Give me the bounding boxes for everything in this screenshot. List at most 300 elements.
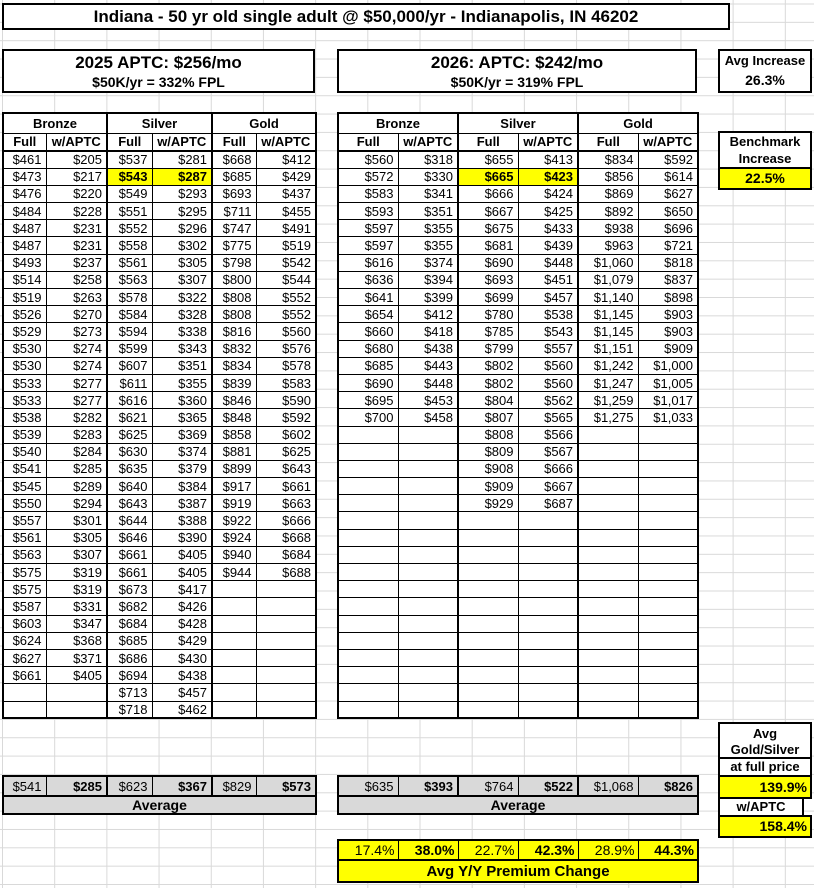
- price-cell[interactable]: $399: [398, 289, 458, 306]
- average-cell[interactable]: $826: [638, 776, 698, 796]
- price-cell[interactable]: $394: [398, 271, 458, 288]
- pct-change-cell[interactable]: 42.3%: [518, 840, 578, 860]
- average-cell[interactable]: $573: [256, 776, 316, 796]
- price-cell[interactable]: $1,060: [578, 254, 638, 271]
- price-cell[interactable]: $322: [152, 289, 212, 306]
- price-cell[interactable]: [638, 529, 698, 546]
- price-cell[interactable]: $908: [458, 460, 518, 477]
- price-cell[interactable]: $433: [518, 220, 578, 237]
- price-cell[interactable]: [3, 701, 46, 718]
- price-cell[interactable]: $543: [107, 168, 152, 185]
- price-cell[interactable]: $575: [3, 564, 46, 581]
- avg-gold-silver-header[interactable]: [718, 722, 812, 759]
- price-cell[interactable]: $473: [3, 168, 46, 185]
- price-cell[interactable]: [458, 667, 518, 684]
- price-cell[interactable]: [458, 632, 518, 649]
- price-cell[interactable]: $903: [638, 306, 698, 323]
- price-cell[interactable]: $550: [3, 495, 46, 512]
- price-cell[interactable]: $785: [458, 323, 518, 340]
- price-cell[interactable]: $461: [3, 151, 46, 168]
- price-cell[interactable]: [578, 495, 638, 512]
- price-cell[interactable]: $688: [256, 564, 316, 581]
- price-cell[interactable]: $301: [46, 512, 107, 529]
- price-cell[interactable]: $572: [338, 168, 398, 185]
- price-cell[interactable]: $351: [152, 357, 212, 374]
- price-cell[interactable]: [578, 529, 638, 546]
- price-cell[interactable]: $775: [212, 237, 256, 254]
- price-cell[interactable]: [638, 443, 698, 460]
- price-cell[interactable]: $711: [212, 203, 256, 220]
- price-cell[interactable]: [638, 564, 698, 581]
- price-cell[interactable]: [518, 529, 578, 546]
- price-cell[interactable]: $627: [638, 185, 698, 202]
- price-cell[interactable]: [212, 581, 256, 598]
- price-cell[interactable]: $368: [46, 632, 107, 649]
- full-price-label[interactable]: at full price: [718, 757, 812, 777]
- price-cell[interactable]: $846: [212, 392, 256, 409]
- price-cell[interactable]: $455: [256, 203, 316, 220]
- aptc-2025-box[interactable]: [2, 49, 315, 93]
- price-cell[interactable]: $802: [458, 357, 518, 374]
- price-cell[interactable]: [338, 546, 398, 563]
- price-cell[interactable]: [638, 632, 698, 649]
- price-cell[interactable]: $263: [46, 289, 107, 306]
- price-cell[interactable]: $578: [256, 357, 316, 374]
- price-cell[interactable]: $621: [107, 409, 152, 426]
- price-cell[interactable]: $405: [152, 564, 212, 581]
- price-cell[interactable]: $1,033: [638, 409, 698, 426]
- price-cell[interactable]: $938: [578, 220, 638, 237]
- price-cell[interactable]: [46, 684, 107, 701]
- price-cell[interactable]: $530: [3, 357, 46, 374]
- price-cell[interactable]: $277: [46, 392, 107, 409]
- price-cell[interactable]: $560: [518, 357, 578, 374]
- price-cell[interactable]: $593: [338, 203, 398, 220]
- price-cell[interactable]: $630: [107, 443, 152, 460]
- price-cell[interactable]: $597: [338, 220, 398, 237]
- price-cell[interactable]: [578, 426, 638, 443]
- price-cell[interactable]: $808: [458, 426, 518, 443]
- price-cell[interactable]: [518, 581, 578, 598]
- price-cell[interactable]: [638, 598, 698, 615]
- pct-change-cell[interactable]: 17.4%: [338, 840, 398, 860]
- price-cell[interactable]: [458, 581, 518, 598]
- price-cell[interactable]: $552: [107, 220, 152, 237]
- price-cell[interactable]: $837: [638, 271, 698, 288]
- price-cell[interactable]: $1,242: [578, 357, 638, 374]
- price-cell[interactable]: $898: [638, 289, 698, 306]
- price-cell[interactable]: $1,005: [638, 374, 698, 391]
- price-cell[interactable]: $693: [458, 271, 518, 288]
- price-cell[interactable]: $563: [107, 271, 152, 288]
- price-cell[interactable]: $807: [458, 409, 518, 426]
- price-cell[interactable]: $655: [458, 151, 518, 168]
- price-cell[interactable]: $281: [152, 151, 212, 168]
- price-cell[interactable]: $643: [107, 495, 152, 512]
- price-cell[interactable]: $1,145: [578, 306, 638, 323]
- price-cell[interactable]: [338, 529, 398, 546]
- price-cell[interactable]: $667: [458, 203, 518, 220]
- price-cell[interactable]: $919: [212, 495, 256, 512]
- price-cell[interactable]: [256, 649, 316, 666]
- price-cell[interactable]: [338, 615, 398, 632]
- average-cell[interactable]: $522: [518, 776, 578, 796]
- column-header[interactable]: w/APTC: [46, 133, 107, 151]
- price-cell[interactable]: $636: [338, 271, 398, 288]
- price-cell[interactable]: [638, 512, 698, 529]
- price-cell[interactable]: $560: [256, 323, 316, 340]
- price-cell[interactable]: $627: [3, 649, 46, 666]
- price-cell[interactable]: $328: [152, 306, 212, 323]
- price-cell[interactable]: [338, 598, 398, 615]
- price-cell[interactable]: $331: [46, 598, 107, 615]
- price-cell[interactable]: $558: [107, 237, 152, 254]
- price-cell[interactable]: $666: [458, 185, 518, 202]
- price-cell[interactable]: $557: [518, 340, 578, 357]
- price-cell[interactable]: [458, 529, 518, 546]
- price-cell[interactable]: $545: [3, 478, 46, 495]
- price-cell[interactable]: $1,259: [578, 392, 638, 409]
- price-cell[interactable]: $318: [398, 151, 458, 168]
- price-cell[interactable]: $529: [3, 323, 46, 340]
- price-cell[interactable]: $426: [152, 598, 212, 615]
- price-cell[interactable]: $696: [638, 220, 698, 237]
- price-cell[interactable]: [338, 512, 398, 529]
- price-cell[interactable]: $561: [107, 254, 152, 271]
- price-cell[interactable]: $519: [256, 237, 316, 254]
- price-cell[interactable]: [398, 512, 458, 529]
- price-cell[interactable]: $584: [107, 306, 152, 323]
- price-cell[interactable]: [638, 581, 698, 598]
- price-cell[interactable]: $869: [578, 185, 638, 202]
- price-cell[interactable]: $457: [518, 289, 578, 306]
- price-cell[interactable]: $616: [338, 254, 398, 271]
- price-cell[interactable]: [458, 701, 518, 718]
- price-cell[interactable]: [638, 478, 698, 495]
- price-cell[interactable]: $816: [212, 323, 256, 340]
- average-cell[interactable]: $623: [107, 776, 152, 796]
- price-cell[interactable]: [256, 701, 316, 718]
- column-header[interactable]: Full: [212, 133, 256, 151]
- price-cell[interactable]: [518, 512, 578, 529]
- price-cell[interactable]: $540: [3, 443, 46, 460]
- price-cell[interactable]: $802: [458, 374, 518, 391]
- price-cell[interactable]: $681: [458, 237, 518, 254]
- price-cell[interactable]: [338, 649, 398, 666]
- price-cell[interactable]: $685: [338, 357, 398, 374]
- price-cell[interactable]: $462: [152, 701, 212, 718]
- average-cell[interactable]: $393: [398, 776, 458, 796]
- price-cell[interactable]: $423: [518, 168, 578, 185]
- price-cell[interactable]: $687: [518, 495, 578, 512]
- full-price-value[interactable]: 139.9%: [718, 775, 812, 799]
- column-header[interactable]: w/APTC: [518, 133, 578, 151]
- price-cell[interactable]: $602: [256, 426, 316, 443]
- price-cell[interactable]: [638, 684, 698, 701]
- price-cell[interactable]: $1,079: [578, 271, 638, 288]
- price-cell[interactable]: $425: [518, 203, 578, 220]
- price-cell[interactable]: [578, 546, 638, 563]
- price-cell[interactable]: [638, 701, 698, 718]
- price-cell[interactable]: $302: [152, 237, 212, 254]
- price-cell[interactable]: $448: [518, 254, 578, 271]
- price-cell[interactable]: [46, 701, 107, 718]
- price-cell[interactable]: $217: [46, 168, 107, 185]
- price-cell[interactable]: $429: [256, 168, 316, 185]
- price-cell[interactable]: $832: [212, 340, 256, 357]
- price-cell[interactable]: $205: [46, 151, 107, 168]
- price-cell[interactable]: $566: [518, 426, 578, 443]
- price-cell[interactable]: $307: [46, 546, 107, 563]
- price-cell[interactable]: $287: [152, 168, 212, 185]
- price-cell[interactable]: $818: [638, 254, 698, 271]
- price-cell[interactable]: $690: [458, 254, 518, 271]
- price-cell[interactable]: $650: [638, 203, 698, 220]
- price-cell[interactable]: $387: [152, 495, 212, 512]
- column-header[interactable]: Full: [107, 133, 152, 151]
- price-cell[interactable]: $562: [518, 392, 578, 409]
- price-cell[interactable]: $439: [518, 237, 578, 254]
- price-cell[interactable]: $834: [212, 357, 256, 374]
- price-cell[interactable]: $424: [518, 185, 578, 202]
- price-cell[interactable]: [338, 581, 398, 598]
- price-cell[interactable]: $305: [46, 529, 107, 546]
- price-cell[interactable]: [398, 564, 458, 581]
- price-cell[interactable]: [518, 564, 578, 581]
- column-header[interactable]: w/APTC: [398, 133, 458, 151]
- price-cell[interactable]: $530: [3, 340, 46, 357]
- price-cell[interactable]: [398, 615, 458, 632]
- price-cell[interactable]: $694: [107, 667, 152, 684]
- price-cell[interactable]: [256, 598, 316, 615]
- price-cell[interactable]: [212, 701, 256, 718]
- price-cell[interactable]: [638, 460, 698, 477]
- price-cell[interactable]: $283: [46, 426, 107, 443]
- price-cell[interactable]: [518, 546, 578, 563]
- price-cell[interactable]: $537: [107, 151, 152, 168]
- pct-change-cell[interactable]: 44.3%: [638, 840, 698, 860]
- average-cell[interactable]: $635: [338, 776, 398, 796]
- price-cell[interactable]: [518, 649, 578, 666]
- price-cell[interactable]: $448: [398, 374, 458, 391]
- price-cell[interactable]: [212, 684, 256, 701]
- price-cell[interactable]: $808: [212, 289, 256, 306]
- metal-header[interactable]: Bronze: [338, 113, 458, 133]
- price-cell[interactable]: $551: [107, 203, 152, 220]
- price-cell[interactable]: $563: [3, 546, 46, 563]
- price-cell[interactable]: $590: [256, 392, 316, 409]
- price-cell[interactable]: [638, 546, 698, 563]
- price-cell[interactable]: $1,151: [578, 340, 638, 357]
- price-cell[interactable]: $430: [152, 649, 212, 666]
- price-cell[interactable]: [398, 460, 458, 477]
- price-cell[interactable]: $682: [107, 598, 152, 615]
- price-cell[interactable]: [338, 478, 398, 495]
- price-cell[interactable]: [398, 667, 458, 684]
- price-cell[interactable]: $541: [3, 460, 46, 477]
- price-cell[interactable]: $557: [3, 512, 46, 529]
- price-cell[interactable]: $899: [212, 460, 256, 477]
- average-cell[interactable]: $764: [458, 776, 518, 796]
- price-cell[interactable]: $661: [256, 478, 316, 495]
- price-cell[interactable]: $594: [107, 323, 152, 340]
- price-cell[interactable]: $374: [152, 443, 212, 460]
- price-cell[interactable]: [256, 615, 316, 632]
- price-cell[interactable]: [3, 684, 46, 701]
- price-cell[interactable]: $592: [638, 151, 698, 168]
- price-cell[interactable]: $220: [46, 185, 107, 202]
- price-cell[interactable]: [458, 598, 518, 615]
- price-cell[interactable]: $338: [152, 323, 212, 340]
- price-cell[interactable]: $360: [152, 392, 212, 409]
- price-cell[interactable]: $305: [152, 254, 212, 271]
- price-cell[interactable]: [398, 581, 458, 598]
- price-cell[interactable]: $319: [46, 581, 107, 598]
- price-cell[interactable]: $1,000: [638, 357, 698, 374]
- price-cell[interactable]: $713: [107, 684, 152, 701]
- waptc-label[interactable]: w/APTC: [718, 797, 804, 817]
- price-cell[interactable]: $491: [256, 220, 316, 237]
- price-cell[interactable]: [578, 581, 638, 598]
- price-cell[interactable]: $549: [107, 185, 152, 202]
- price-cell[interactable]: $565: [518, 409, 578, 426]
- price-cell[interactable]: $493: [3, 254, 46, 271]
- price-cell[interactable]: $258: [46, 271, 107, 288]
- price-cell[interactable]: [638, 649, 698, 666]
- price-cell[interactable]: [338, 701, 398, 718]
- price-cell[interactable]: $526: [3, 306, 46, 323]
- pct-change-cell[interactable]: 22.7%: [458, 840, 518, 860]
- price-cell[interactable]: [578, 512, 638, 529]
- price-cell[interactable]: $487: [3, 237, 46, 254]
- price-cell[interactable]: $294: [46, 495, 107, 512]
- price-cell[interactable]: $560: [338, 151, 398, 168]
- price-cell[interactable]: $1,247: [578, 374, 638, 391]
- price-cell[interactable]: $307: [152, 271, 212, 288]
- price-cell[interactable]: $661: [107, 546, 152, 563]
- price-cell[interactable]: $282: [46, 409, 107, 426]
- metal-header[interactable]: Silver: [107, 113, 212, 133]
- price-cell[interactable]: $699: [458, 289, 518, 306]
- price-cell[interactable]: $458: [398, 409, 458, 426]
- price-cell[interactable]: $476: [3, 185, 46, 202]
- price-cell[interactable]: $405: [46, 667, 107, 684]
- price-cell[interactable]: $284: [46, 443, 107, 460]
- metal-header[interactable]: Gold: [212, 113, 316, 133]
- price-cell[interactable]: $663: [256, 495, 316, 512]
- price-cell[interactable]: $661: [3, 667, 46, 684]
- price-cell[interactable]: $798: [212, 254, 256, 271]
- average-cell[interactable]: $285: [46, 776, 107, 796]
- price-cell[interactable]: $543: [518, 323, 578, 340]
- price-cell[interactable]: $611: [107, 374, 152, 391]
- price-cell[interactable]: $319: [46, 564, 107, 581]
- price-cell[interactable]: [578, 684, 638, 701]
- price-cell[interactable]: $289: [46, 478, 107, 495]
- price-cell[interactable]: $666: [256, 512, 316, 529]
- price-cell[interactable]: $747: [212, 220, 256, 237]
- price-cell[interactable]: $355: [152, 374, 212, 391]
- average-cell[interactable]: $1,068: [578, 776, 638, 796]
- price-cell[interactable]: $695: [338, 392, 398, 409]
- price-cell[interactable]: [398, 546, 458, 563]
- price-cell[interactable]: [458, 564, 518, 581]
- price-cell[interactable]: [398, 495, 458, 512]
- price-cell[interactable]: [212, 615, 256, 632]
- price-cell[interactable]: $780: [458, 306, 518, 323]
- price-cell[interactable]: $412: [398, 306, 458, 323]
- price-cell[interactable]: [338, 443, 398, 460]
- price-cell[interactable]: $277: [46, 374, 107, 391]
- avg-increase-box[interactable]: [718, 49, 812, 93]
- price-cell[interactable]: $379: [152, 460, 212, 477]
- price-cell[interactable]: [398, 649, 458, 666]
- price-cell[interactable]: $644: [107, 512, 152, 529]
- price-cell[interactable]: $668: [256, 529, 316, 546]
- price-cell[interactable]: $457: [152, 684, 212, 701]
- price-cell[interactable]: [518, 667, 578, 684]
- price-cell[interactable]: [578, 649, 638, 666]
- price-cell[interactable]: $858: [212, 426, 256, 443]
- price-cell[interactable]: [398, 684, 458, 701]
- price-cell[interactable]: [578, 598, 638, 615]
- price-cell[interactable]: $487: [3, 220, 46, 237]
- price-cell[interactable]: $603: [3, 615, 46, 632]
- price-cell[interactable]: [578, 564, 638, 581]
- price-cell[interactable]: $412: [256, 151, 316, 168]
- price-cell[interactable]: $685: [212, 168, 256, 185]
- price-cell[interactable]: [338, 564, 398, 581]
- price-cell[interactable]: [458, 615, 518, 632]
- price-cell[interactable]: $685: [107, 632, 152, 649]
- price-cell[interactable]: $417: [152, 581, 212, 598]
- price-cell[interactable]: $809: [458, 443, 518, 460]
- price-cell[interactable]: [518, 701, 578, 718]
- price-cell[interactable]: $635: [107, 460, 152, 477]
- price-cell[interactable]: [398, 598, 458, 615]
- price-cell[interactable]: $552: [256, 306, 316, 323]
- price-cell[interactable]: $533: [3, 374, 46, 391]
- price-cell[interactable]: $438: [152, 667, 212, 684]
- price-cell[interactable]: $834: [578, 151, 638, 168]
- average-cell[interactable]: $541: [3, 776, 46, 796]
- price-cell[interactable]: [338, 632, 398, 649]
- price-cell[interactable]: $237: [46, 254, 107, 271]
- price-cell[interactable]: [212, 598, 256, 615]
- price-cell[interactable]: [398, 701, 458, 718]
- price-cell[interactable]: $924: [212, 529, 256, 546]
- price-cell[interactable]: $667: [518, 478, 578, 495]
- price-cell[interactable]: $519: [3, 289, 46, 306]
- price-cell[interactable]: $231: [46, 237, 107, 254]
- column-header[interactable]: Full: [578, 133, 638, 151]
- price-cell[interactable]: $592: [256, 409, 316, 426]
- price-cell[interactable]: $390: [152, 529, 212, 546]
- price-cell[interactable]: $388: [152, 512, 212, 529]
- price-cell[interactable]: $587: [3, 598, 46, 615]
- price-cell[interactable]: $643: [256, 460, 316, 477]
- price-cell[interactable]: [256, 667, 316, 684]
- price-cell[interactable]: [578, 460, 638, 477]
- price-cell[interactable]: $616: [107, 392, 152, 409]
- price-cell[interactable]: $351: [398, 203, 458, 220]
- price-cell[interactable]: $599: [107, 340, 152, 357]
- price-cell[interactable]: $418: [398, 323, 458, 340]
- price-cell[interactable]: $575: [3, 581, 46, 598]
- price-cell[interactable]: $646: [107, 529, 152, 546]
- price-cell[interactable]: $940: [212, 546, 256, 563]
- price-cell[interactable]: $641: [338, 289, 398, 306]
